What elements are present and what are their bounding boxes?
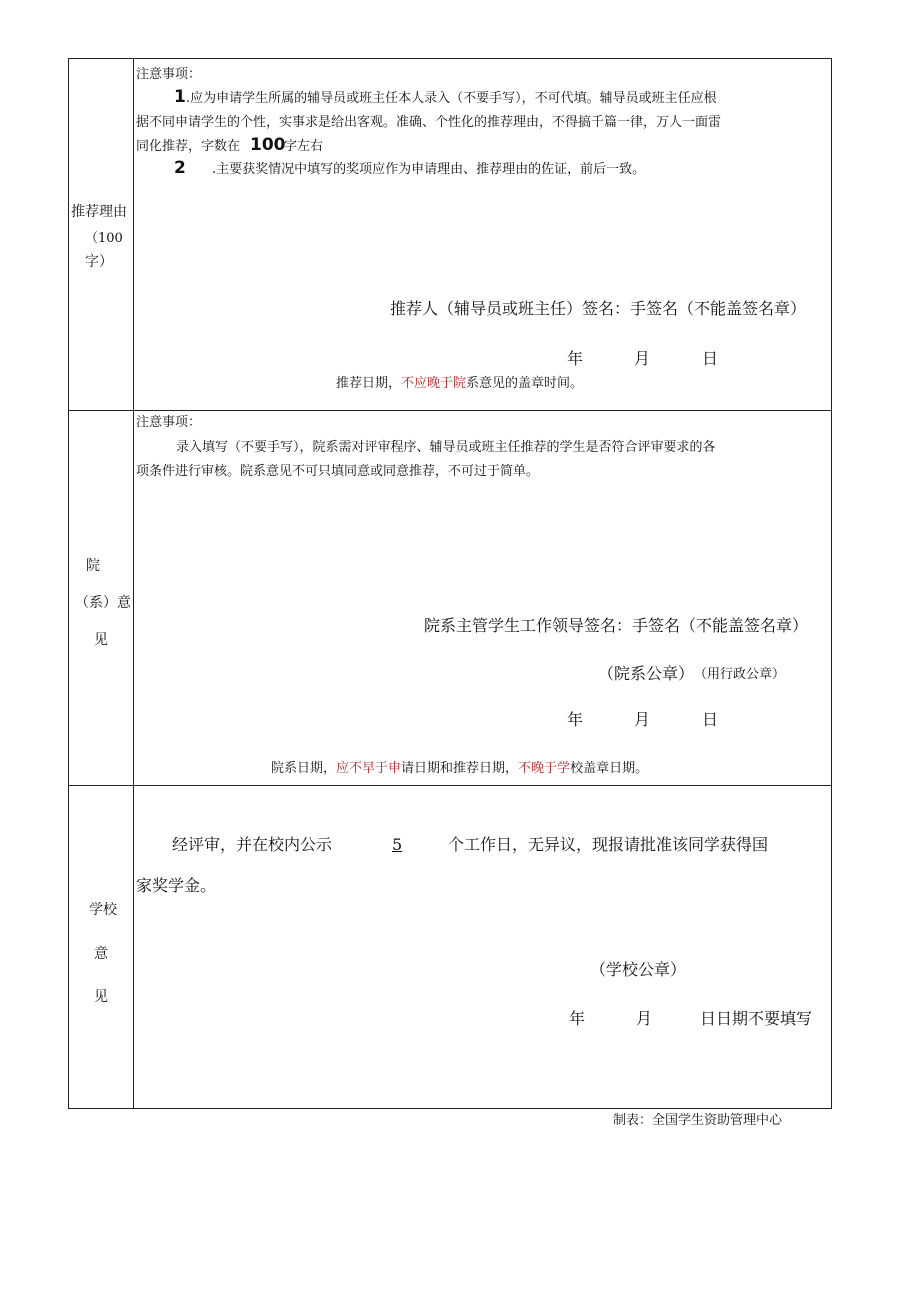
column-divider	[133, 59, 134, 1108]
date-note: 院系日期，应不早于申请日期和推荐日期，不晚于学校盖章日期。	[271, 761, 649, 776]
note-text: .应为申请学生所属的辅导员或班主任本人录入（不要手写），不可代填。辅导员或班主任应根	[186, 91, 717, 106]
item-number: 1	[174, 87, 186, 107]
opinion-text: 家奖学金。	[136, 876, 217, 895]
row-divider	[69, 785, 831, 786]
note-title: 注意事项：	[136, 67, 202, 82]
stamp-label: （学校公章）	[590, 960, 687, 979]
section1-label: 字）	[85, 254, 113, 270]
date-month: 月	[636, 1009, 653, 1028]
stamp-label: （院系公章）	[598, 664, 695, 683]
date-month: 月	[634, 349, 651, 368]
date-year: 年	[569, 1009, 586, 1028]
opinion-text: 个工作日，无异议，现报请批准该同学获得国	[448, 835, 769, 854]
date-day: 日日期不要填写	[700, 1009, 813, 1028]
date-day: 日	[702, 349, 719, 368]
date-year: 年	[567, 710, 584, 729]
section3-label: 意	[94, 946, 108, 962]
note-text: 据不同申请学生的个性，实事求是给出客观。准确、个性化的推荐理由，不得搞千篇一律，万人一面雷	[136, 115, 722, 130]
date-note: 推荐日期，不应晚于院系意见的盖章时间。	[336, 376, 584, 391]
section1-label: （100	[85, 231, 123, 246]
signature-line: 推荐人（辅导员或班主任）签名：手签名（不能盖签名章）	[390, 299, 807, 318]
note-text: 同化推荐，字数在	[136, 139, 241, 154]
stamp-note: （用行政公章）	[694, 667, 786, 682]
section3-label: 学校	[89, 902, 117, 918]
signature-line: 院系主管学生工作领导签名：手签名（不能盖签名章）	[424, 616, 809, 635]
section2-label: 见	[94, 632, 108, 648]
row-divider	[69, 410, 831, 411]
publicity-days: 5	[392, 835, 403, 854]
opinion-text: 经评审，并在校内公示	[172, 835, 333, 854]
note-text: 项条件进行审核。院系意见不可只填同意或同意推荐，不可过于简单。	[136, 464, 540, 479]
date-month: 月	[634, 710, 651, 729]
note-text: .主要获奖情况中填写的奖项应作为申请理由、推荐理由的佐证，前后一致。	[212, 162, 646, 177]
form-table	[68, 58, 832, 1109]
item-number: 2	[174, 158, 186, 178]
date-year: 年	[567, 349, 584, 368]
word-count: 100	[250, 135, 286, 155]
section3-label: 见	[94, 989, 108, 1005]
section2-label: 院	[86, 558, 100, 574]
section2-label: （系）意	[75, 595, 131, 611]
note-text: 录入填写（不要手写），院系需对评审程序、辅导员或班主任推荐的学生是否符合评审要求的各	[176, 440, 716, 455]
footer-maker: 制表：全国学生资助管理中心	[613, 1113, 783, 1128]
note-text: 字左右	[284, 139, 324, 154]
date-day: 日	[702, 710, 719, 729]
section1-label: 推荐理由	[71, 204, 127, 220]
note-title: 注意事项：	[136, 415, 202, 430]
